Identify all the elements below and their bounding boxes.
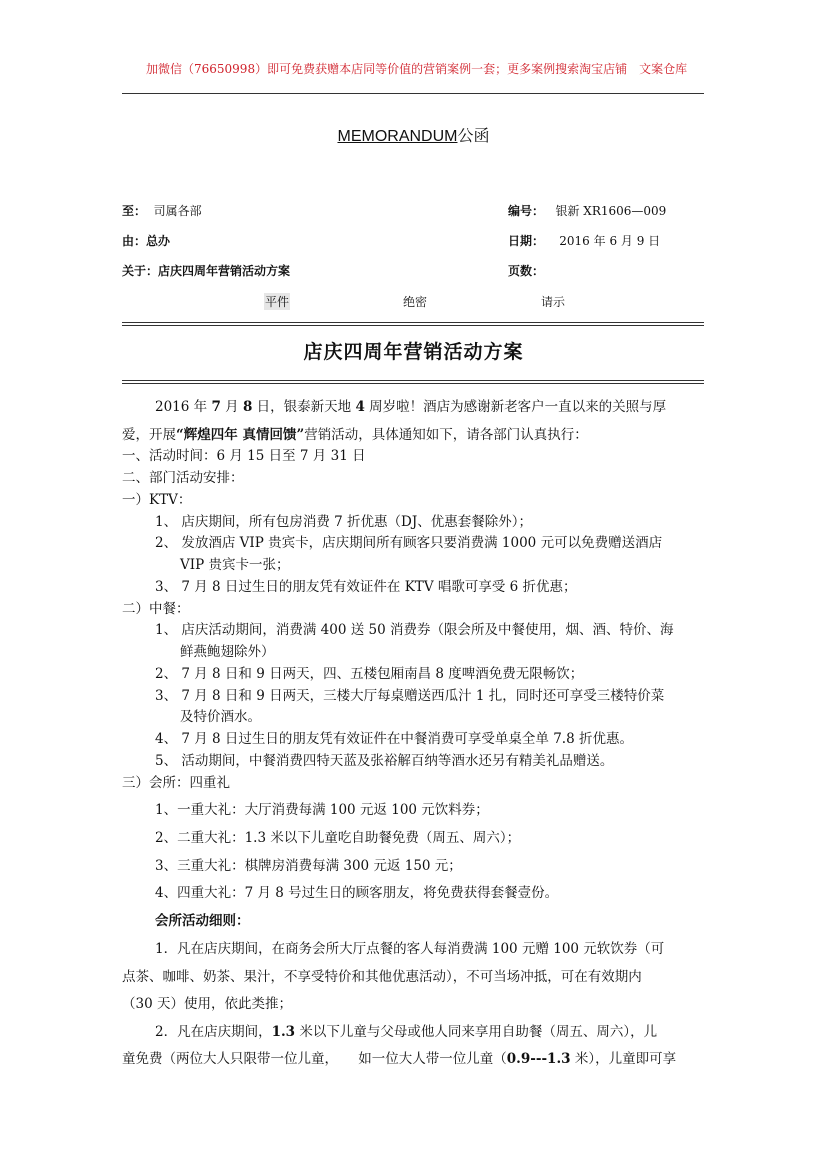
detail-text: 2．凡在店庆期间， [155,1024,272,1040]
no-field [508,202,666,219]
club-detail-heading: 会所活动细则： [155,913,250,929]
dining-item-3: 3、 7 月 8 日和 9 日两天，三楼大厅每桌赠送西瓜汁 1 扎，同时还可享受三楼特价菜 [155,688,665,704]
mark-normal: 平件 [265,295,290,309]
intro-text: 2016 年 [155,399,212,415]
detail-text: 米），儿童即可享 [570,1051,677,1067]
ktv-item-3: 3、 7 月 8 日过生日的朋友凭有效证件在 KTV 唱歌可享受 6 折优惠； [155,579,577,595]
club-detail-2-cont [122,1047,676,1067]
subject-label: 关于：店庆四周年营销活动方案 [122,264,291,278]
date-value: 2016 年 6 月 9 日 [559,234,661,248]
promo-banner: 加微信（76650998）即可免费获赠本店同等价值的营销案例一套；更多案例搜索淘宝店铺 文案仓库 [146,62,688,76]
intro-text: 爱，开展 [122,427,176,443]
pages-field [508,262,544,279]
club-detail-2 [155,1020,657,1040]
ktv-item-2: 2、 发放酒店 VIP 贵宾卡，店庆期间所有顾客只要消费满 1000 元可以免费赠送酒店 [155,535,663,551]
section-activity-time: 一、活动时间：6 月 15 日至 7 月 31 日 [122,448,366,464]
dining-item-2: 2、 7 月 8 日和 9 日两天，四、五楼包厢南昌 8 度啤酒免费无限畅饮； [155,666,584,682]
intro-text: 周岁啦！酒店为感谢新老客户一直以来的关照与厚 [364,399,667,415]
club-gift-1: 1、一重大礼：大厅消费每满 100 元返 100 元饮料券； [155,802,489,818]
club-detail-1: 1．凡在店庆期间，在商务会所大厅点餐的客人每消费满 100 元赠 100 元软饮券（可 [155,941,665,957]
club-gift-2: 2、二重大礼：1.3 米以下儿童吃自助餐免费（周五、周六）； [155,830,521,846]
dining-item-5: 5、 活动期间，中餐消费四特天蓝及张裕解百纳等酒水还另有精美礼品赠送。 [155,753,614,769]
section-dept-arrangement: 二、部门活动安排： [122,470,244,486]
date-label: 日期： [508,234,545,248]
mark-secret: 绝密 [403,295,428,309]
detail-text: 童免费（两位大人只限带一位儿童， 如一位大人带一位儿童（ [122,1051,507,1067]
intro-years: 4 [355,399,365,415]
child-height: 1.3 [271,1024,296,1040]
mark-request: 请示 [541,295,566,309]
title-divider-bottom-2 [122,383,704,384]
club-gift-4: 4、四重大礼：7 月 8 号过生日的顾客朋友，将免费获得套餐壹份。 [155,885,559,901]
intro-month: 7 [211,399,221,415]
club-detail-1-cont: 点茶、咖啡、奶茶、果汁，不享受特价和其他优惠活动），不可当场冲抵，可在有效期内 [122,969,642,985]
title-divider-bottom-1 [122,380,704,381]
date-field [508,232,660,249]
title-divider-top-1 [122,322,704,323]
document-title: 店庆四周年营销活动方案 [303,341,524,363]
pages-label: 页数： [508,264,545,278]
dining-item-1-cont: 鲜燕鲍翅除外） [180,644,275,660]
no-value: 银新 XR1606—009 [555,204,667,218]
intro-line-2 [122,423,588,443]
no-label: 编号： [508,204,545,218]
intro-line-1 [155,395,666,415]
club-detail-1-cont2: （30 天）使用，依此类推； [122,996,292,1012]
intro-text: 月 [220,399,243,415]
ktv-heading: 一）KTV： [122,492,192,508]
dining-heading: 二）中餐： [122,601,190,617]
banner-divider [122,93,704,94]
subject-field [122,262,290,279]
from-field [122,232,170,249]
ktv-item-2-cont: VIP 贵宾卡一张； [180,557,290,573]
club-gift-3: 3、三重大礼：棋牌房消费每满 300 元返 150 元； [155,858,462,874]
dining-item-3-cont: 及特价酒水。 [180,709,261,725]
to-label: 至： [122,204,147,218]
intro-text: 日，银泰新天地 [252,399,356,415]
to-field [122,202,202,219]
intro-day: 8 [242,399,253,415]
ktv-item-1: 1、 店庆期间，所有包房消费 7 折优惠（DJ、优惠套餐除外）； [155,514,533,530]
title-divider-top-2 [122,325,704,326]
memo-title-cn: 公函 [457,128,490,145]
dining-item-1: 1、 店庆活动期间，消费满 400 送 50 消费券（限会所及中餐使用，烟、酒、特价、海 [155,622,674,638]
child-height-range: 0.9---1.3 [506,1051,571,1067]
campaign-name: “辉煌四年 真情回馈” [176,427,305,443]
club-heading: 三）会所：四重礼 [122,775,230,791]
detail-text: 米以下儿童与父母或他人同来享用自助餐（周五、周六），儿 [295,1024,658,1040]
memo-title [0,123,827,146]
intro-text: 营销活动，具体通知如下，请各部门认真执行： [304,427,588,443]
memo-title-en: MEMORANDUM [337,128,458,145]
from-label: 由：总办 [122,234,171,248]
to-value: 司属各部 [153,204,202,218]
dining-item-4: 4、 7 月 8 日过生日的朋友凭有效证件在中餐消费可享受单桌全单 7.8 折优惠。 [155,731,633,747]
